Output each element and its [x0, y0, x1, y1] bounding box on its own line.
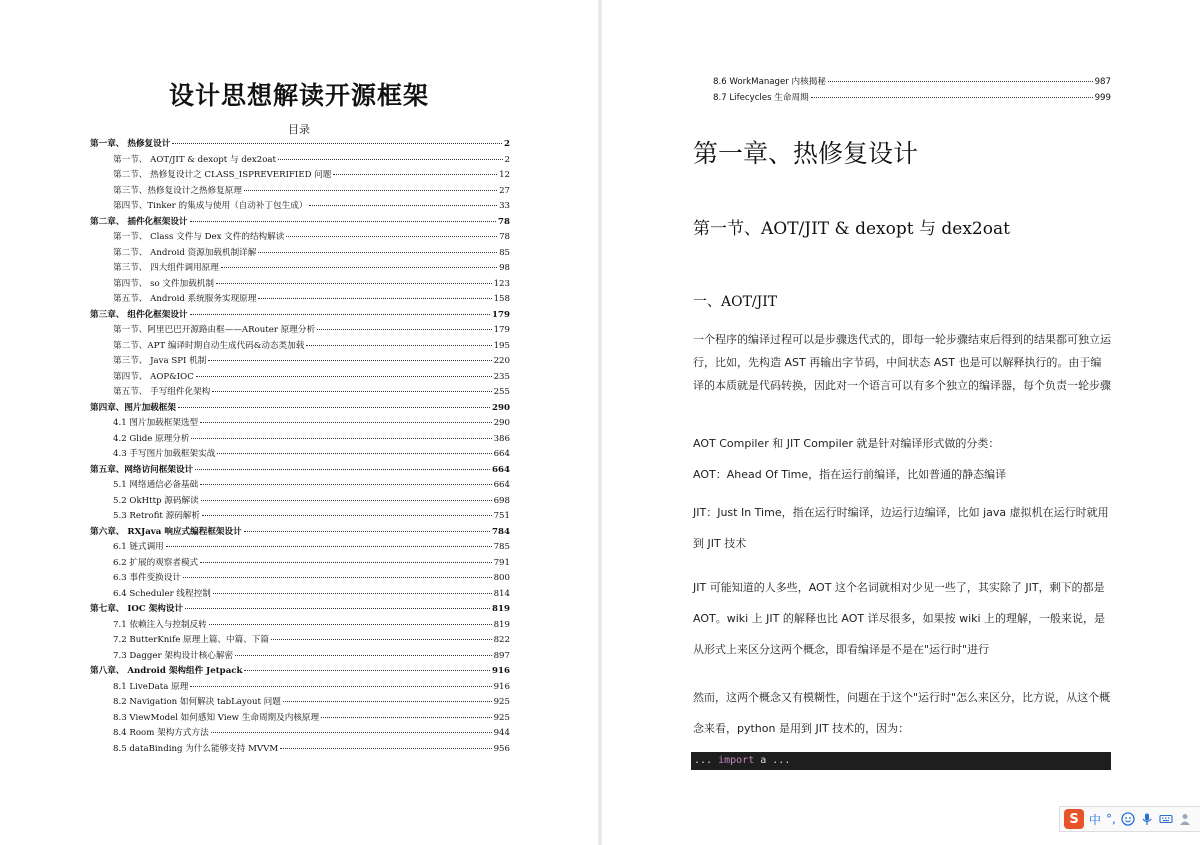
toc-page-number: 98 [499, 263, 510, 273]
toc-entry-title: 4.1 图片加载框架选型 [113, 418, 199, 428]
toc-chapter-entry[interactable] [90, 525, 510, 541]
toc-chapter-entry[interactable] [90, 308, 510, 324]
dot-leader [212, 391, 491, 392]
toc-page-number: 791 [493, 557, 510, 568]
keyboard-icon[interactable] [1159, 812, 1173, 826]
toc-page-number: 85 [499, 247, 510, 258]
toc-section-entry[interactable] [713, 75, 1111, 91]
toc-chapter-entry[interactable] [90, 215, 510, 231]
dot-leader [200, 422, 491, 423]
toc-chapter-entry[interactable] [90, 602, 510, 618]
toc-entry-title: 第五章、网络访问框架设计 [90, 464, 194, 475]
dot-leader [306, 345, 491, 346]
toc-entry-title: 第四章、图片加载框架 [90, 402, 176, 413]
toc-section-entry[interactable] [90, 153, 510, 169]
toc-page-number: 956 [493, 743, 510, 754]
toc-entry-title: 8.4 Room 架构方式方法 [113, 728, 209, 738]
toc-section-entry[interactable] [90, 370, 510, 386]
toc-page-number: 785 [493, 542, 510, 552]
sogou-logo-icon[interactable]: S [1064, 809, 1084, 829]
toc-entry-title: 8.7 Lifecycles 生命周期 [713, 92, 809, 103]
toc-entry-title: 8.5 dataBinding 为什么能够支持 MVVM [113, 743, 279, 754]
toc-section-entry[interactable] [90, 726, 510, 742]
dot-leader [202, 515, 492, 516]
emoji-icon[interactable] [1121, 812, 1135, 826]
sub-heading: 一、AOT/JIT [693, 294, 778, 310]
toc-page-number: 179 [493, 325, 510, 335]
dot-leader [201, 500, 492, 501]
toc-section-entry[interactable] [90, 478, 510, 494]
toc-section-entry[interactable] [90, 277, 510, 293]
toc-entry-title: 第三节、热修复设计之热修复原理 [113, 185, 242, 196]
toc-page-number: 925 [493, 712, 510, 723]
toc-entry-title: 第一章、 热修复设计 [90, 139, 171, 149]
dot-leader [190, 314, 491, 315]
toc-entry-title: 8.3 ViewModel 如何感知 View 生命周期及内核原理 [113, 712, 320, 723]
toc-page-number: 925 [493, 697, 510, 707]
toc-entry-title: 6.2 扩展的观察者模式 [113, 557, 199, 568]
toc-entry-title: 第二节、 Android 资源加载机制详解 [113, 247, 257, 258]
toc-entry-title: 8.6 WorkManager 内核揭秘 [713, 77, 826, 87]
dot-leader [200, 484, 491, 485]
dot-leader [317, 329, 492, 330]
toc-page-number: 916 [492, 666, 510, 676]
toc-entry-title: 8.2 Navigation 如何解决 tabLayout 问题 [113, 697, 281, 707]
toc-entry-title: 第二节、 热修复设计之 CLASS_ISPREVERIFIED 问题 [113, 170, 332, 180]
toc-entry-title: 第四节、Tinker 的集成与使用（自动补丁包生成） [113, 201, 308, 211]
toc-page-number: 664 [492, 464, 510, 475]
toc-heading: 目录 [288, 123, 310, 136]
ime-punct-toggle[interactable]: °, [1106, 812, 1116, 826]
toc-entry-title: 7.2 ButterKnife 原理上篇、中篇、下篇 [113, 635, 269, 645]
dot-leader [216, 283, 492, 284]
toc-page-number: 664 [493, 480, 510, 490]
toc-entry-title: 第二章、 插件化框架设计 [90, 216, 188, 227]
right-page [602, 0, 1200, 845]
dot-leader [283, 701, 492, 702]
toc-entry-title: 7.3 Dagger 架构设计核心解密 [113, 650, 234, 661]
code-block [691, 752, 1111, 770]
toc-page-number: 664 [493, 449, 510, 459]
left-page [0, 0, 598, 845]
toc-page-number: 944 [493, 728, 510, 738]
toc-entry-title: 第六章、 RXJava 响应式编程框架设计 [90, 526, 242, 537]
toc-section-entry[interactable] [90, 680, 510, 696]
dot-leader [280, 748, 491, 749]
toc-entry-title: 第四节、 AOP&IOC [113, 371, 194, 382]
dot-leader [321, 717, 491, 718]
toc-page-number: 800 [493, 573, 510, 583]
toc-entry-title: 第三节、 Java SPI 机制 [113, 356, 207, 366]
dot-leader [191, 438, 491, 439]
book-title: 设计思想解读开源框架 [168, 81, 429, 110]
toc-section-entry[interactable] [90, 540, 510, 556]
toc-page-number: 987 [1094, 77, 1111, 87]
toc-page-number: 819 [492, 604, 510, 614]
toc-page-number: 897 [493, 650, 510, 661]
toc-section-entry[interactable] [90, 354, 510, 370]
dot-leader [286, 236, 497, 237]
toc-page-number: 179 [492, 309, 510, 320]
dot-leader [244, 531, 490, 532]
toc-section-entry[interactable] [90, 633, 510, 649]
ime-toolbar[interactable] [1059, 806, 1200, 832]
toc-page-number: 158 [493, 294, 510, 304]
toc-entry-title: 第五节、 Android 系统服务实现原理 [113, 294, 257, 304]
dot-leader [178, 407, 490, 408]
code-prefix: ... [694, 755, 719, 766]
dot-leader [195, 469, 490, 470]
toc-section-entry[interactable] [90, 292, 510, 308]
paragraph: AOT Compiler 和 JIT Compiler 就是针对编译形式做的分类： [693, 437, 1000, 450]
toc-section-entry[interactable] [90, 556, 510, 572]
toc-entry-title: 6.4 Scheduler 线程控制 [113, 588, 211, 599]
toc-section-entry[interactable] [90, 649, 510, 665]
toc-section-entry[interactable] [90, 587, 510, 603]
dot-leader [235, 655, 492, 656]
toc-section-entry[interactable] [90, 571, 510, 587]
dot-leader [185, 608, 490, 609]
toc-entry-title: 第五节、 手写组件化架构 [113, 387, 211, 397]
dot-leader [190, 686, 491, 687]
paragraph: JIT：Just In Time，指在运行时编译，边运行边编译，比如 java 虚拟机在运行时就用到 JIT 技术 [693, 506, 1109, 550]
dot-leader [209, 624, 492, 625]
toc-page-number: 819 [493, 619, 510, 630]
toc-section-entry[interactable] [90, 494, 510, 510]
dot-leader [811, 97, 1093, 98]
chapter-heading: 第一章、热修复设计 [693, 139, 919, 168]
toc-section-entry[interactable] [90, 447, 510, 463]
toc-entry-title: 8.1 LiveData 原理 [113, 681, 189, 692]
toc-page-number: 916 [493, 681, 510, 692]
toc-page-number: 784 [492, 526, 510, 537]
toc-section-entry[interactable] [90, 323, 510, 339]
dot-leader [217, 453, 491, 454]
toc-entry-title: 第二节、APT 编译时期自动生成代码&动态类加载 [113, 340, 305, 351]
paragraph: AOT：Ahead Of Time，指在运行前编译，比如普通的静态编译 [693, 468, 1007, 481]
paragraph: 然而，这两个概念又有模糊性，问题在于这个"运行时"怎么来区分，比方说，从这个概念来看，python 是用到 JIT 技术的，因为： [693, 691, 1111, 735]
dot-leader [196, 376, 492, 377]
toc-page-number: 2 [504, 154, 510, 165]
toc-section-entry[interactable] [90, 509, 510, 525]
toc-entry-title: 第一节、阿里巴巴开源路由框——ARouter 原理分析 [113, 325, 316, 335]
toc-entry-title: 6.3 事件变换设计 [113, 573, 181, 583]
toc-entry-title: 第七章、 IOC 架构设计 [90, 604, 184, 614]
toc-entry-title: 7.1 依赖注入与控制反转 [113, 619, 207, 630]
code-rest: a ... [754, 755, 791, 766]
dot-leader [172, 143, 502, 144]
ime-mode-toggle[interactable]: 中 [1089, 812, 1102, 827]
toc-entry-title: 第一节、 Class 文件与 Dex 文件的结构解读 [113, 232, 285, 242]
toc-section-entry[interactable] [90, 416, 510, 432]
toc-section-entry[interactable] [90, 339, 510, 355]
toc-chapter-entry[interactable] [90, 463, 510, 479]
toc-entry-title: 4.3 手写图片加载框架实战 [113, 449, 216, 459]
toc-section-entry[interactable] [90, 184, 510, 200]
toc-entry-title: 5.3 Retrofit 源码解析 [113, 511, 200, 521]
toc-section-entry[interactable] [90, 711, 510, 727]
toc-page-number: 195 [493, 340, 510, 351]
dot-leader [244, 670, 490, 671]
toc-section-entry[interactable] [90, 695, 510, 711]
toc-entry-title: 第四节、 so 文件加载机制 [113, 278, 214, 289]
dot-leader [190, 221, 497, 222]
toc-page-number: 78 [499, 232, 510, 242]
toc-page-number: 255 [493, 387, 510, 397]
toc-section-entry[interactable] [90, 246, 510, 262]
toc-page-number: 290 [493, 418, 510, 428]
toc-page-number: 822 [493, 635, 510, 645]
toc-page-number: 290 [492, 402, 510, 413]
skin-icon[interactable] [1178, 812, 1192, 826]
section-heading: 第一节、AOT/JIT & dexopt 与 dex2oat [693, 219, 1010, 239]
code-keyword: import [718, 755, 755, 766]
dot-leader [221, 267, 497, 268]
toc-section-entry[interactable] [90, 432, 510, 448]
toc-entry-title: 第三节、 四大组件调用原理 [113, 263, 219, 273]
toc-list [90, 137, 510, 757]
dot-leader [183, 577, 492, 578]
toc-page-number: 751 [493, 511, 510, 521]
toc-entry-title: 6.1 链式调用 [113, 542, 164, 552]
toc-entry-title: 第一节、 AOT/JIT & dexopt 与 dex2oat [113, 154, 276, 165]
dot-leader [271, 639, 492, 640]
toc-page-number: 33 [499, 201, 510, 211]
toc-entry-title: 第三章、 组件化框架设计 [90, 309, 188, 320]
toc-section-entry[interactable] [90, 230, 510, 246]
dot-leader [208, 360, 491, 361]
toc-chapter-entry[interactable] [90, 137, 510, 153]
dot-leader [309, 205, 497, 206]
toc-chapter-entry[interactable] [90, 401, 510, 417]
toc-page-number: 12 [499, 170, 510, 180]
toc-entry-title: 5.2 OkHttp 源码解读 [113, 495, 199, 506]
paragraph: 一个程序的编译过程可以是步骤迭代式的，即每一轮步骤结束后得到的结果都可独立运行，比如，先构造 AST 再输出字节码，中间状态 AST 也是可以解释执行的。由于编译的本质就是代码转换，因此对一个语言可以有多个独立的编译器，每个负责一轮步骤 [693, 333, 1111, 392]
toc-page-number: 698 [493, 495, 510, 506]
toc-entry-title: 4.2 Glide 原理分析 [113, 433, 190, 444]
dot-leader [211, 732, 492, 733]
paragraph: JIT 可能知道的人多些，AOT 这个名词就相对少见一些了，其实除了 JIT，剩下的都是 AOT。wiki 上 JIT 的解释也比 AOT 详尽很多，如果按 wiki 上的理解，一般来说，是从形式上来区分这两个概念，即看编译是不是在"运行时"进行 [693, 581, 1106, 656]
toc-page-number: 386 [493, 433, 510, 444]
dot-leader [200, 562, 491, 563]
dot-leader [333, 174, 497, 175]
toc-page-number: 235 [493, 371, 510, 382]
toc-continued [713, 75, 1111, 106]
toc-page-number: 814 [493, 588, 510, 599]
toc-page-number: 27 [499, 185, 510, 196]
toc-page-number: 123 [493, 278, 510, 289]
toc-section-entry[interactable] [90, 618, 510, 634]
toc-chapter-entry[interactable] [90, 664, 510, 680]
toc-section-entry[interactable] [90, 168, 510, 184]
toc-page-number: 78 [498, 216, 510, 227]
dot-leader [258, 252, 497, 253]
toc-section-entry[interactable] [713, 91, 1111, 107]
toc-section-entry[interactable] [90, 199, 510, 215]
dot-leader [244, 190, 497, 191]
toc-section-entry[interactable] [90, 742, 510, 758]
toc-entry-title: 第八章、 Android 架构组件 Jetpack [90, 666, 243, 676]
toc-page-number: 2 [504, 139, 510, 149]
dot-leader [278, 159, 503, 160]
toc-page-number: 220 [493, 356, 510, 366]
toc-section-entry[interactable] [90, 385, 510, 401]
dot-leader [828, 81, 1093, 82]
toc-section-entry[interactable] [90, 261, 510, 277]
microphone-icon[interactable] [1140, 812, 1154, 826]
dot-leader [213, 593, 492, 594]
dot-leader [258, 298, 491, 299]
dot-leader [166, 546, 492, 547]
toc-entry-title: 5.1 网络通信必备基础 [113, 480, 199, 490]
toc-page-number: 999 [1094, 92, 1111, 103]
